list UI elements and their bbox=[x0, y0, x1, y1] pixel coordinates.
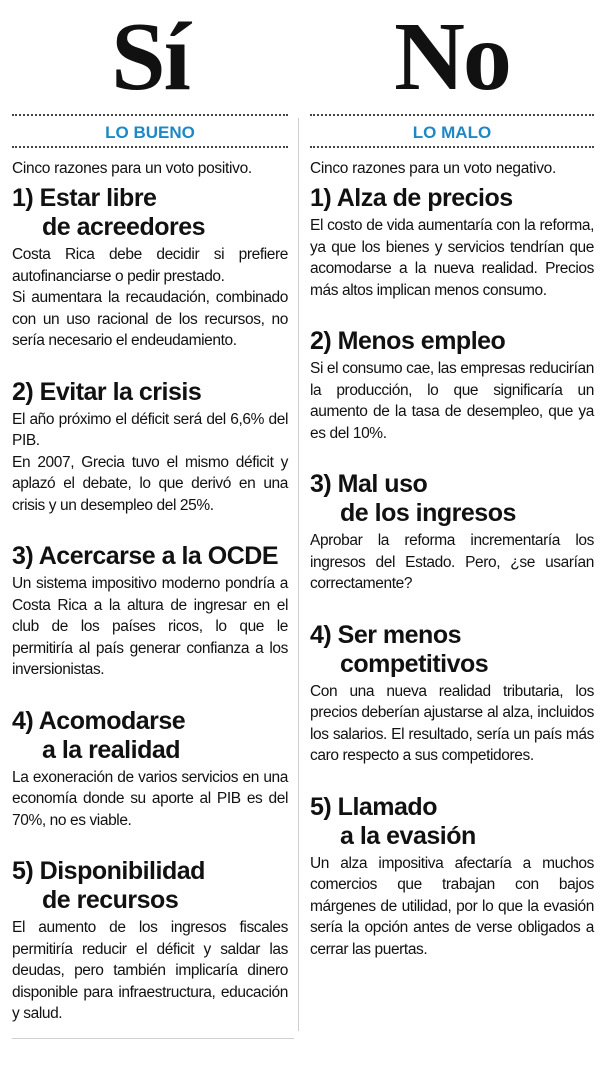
reason-heading bbox=[12, 857, 288, 915]
dotted-rule bbox=[310, 146, 594, 148]
reason-heading-line1: 1) Alza de precios bbox=[310, 184, 513, 212]
no-reason-1 bbox=[310, 184, 594, 301]
reason-heading bbox=[310, 327, 594, 356]
yes-intro: Cinco razones para un voto positivo. bbox=[12, 160, 252, 177]
dotted-rule bbox=[12, 114, 288, 116]
reason-text: El costo de vida aumentaría con la reforma, ya que los bienes y servicios tendrían que acomodarse a la nueva realidad. Precios más altos implican menos consumo. bbox=[310, 217, 594, 299]
reason-heading-line2: competitivos bbox=[340, 649, 489, 678]
no-reason-3 bbox=[310, 470, 594, 595]
reason-heading-line2: de los ingresos bbox=[340, 499, 516, 527]
reason-heading-line1: 5) Disponibilidad bbox=[12, 857, 205, 885]
column-divider bbox=[298, 118, 299, 1031]
yes-reason-4 bbox=[12, 707, 288, 832]
reason-text: Un sistema impositivo moderno pondría a Costa Rica a la altura de ingresar en el club de los países ricos, lo que le permitiría al país generar confianza a los inversionistas. bbox=[12, 575, 288, 678]
reason-text: La exoneración de varios servicios en una economía donde su aporte al PIB es del 70%, no es viable. bbox=[12, 768, 288, 829]
reason-heading-line1: 4) Ser menos bbox=[310, 620, 462, 649]
reason-text: El año próximo el déficit será del 6,6% del PIB. bbox=[12, 410, 288, 449]
reason-heading bbox=[310, 621, 594, 679]
reason-text: Si aumentara la recaudación, combinado con un uso racional de los recursos, no sería necesario el endeudamiento. bbox=[12, 289, 288, 349]
reason-heading-line1: 3) Acercarse a la OCDE bbox=[12, 542, 279, 570]
reason-heading bbox=[12, 542, 288, 571]
reason-text: El aumento de los ingresos fiscales permitiría reducir el déficit y saldar las deudas, pero también implicaría dinero disponible para infraestructura, educación y salud. bbox=[12, 919, 288, 1022]
dotted-rule bbox=[310, 114, 594, 116]
column-yes bbox=[12, 0, 288, 1051]
reason-heading-line1: 5) Llamado bbox=[310, 792, 437, 821]
reason-text: Un alza impositiva afectaría a muchos comercios que trabajan con bajos márgenes de utilidad, por lo que la evasión sería la opción antes de verse obligados a cerrar las puertas. bbox=[310, 854, 594, 958]
reason-heading bbox=[12, 378, 288, 407]
reason-heading-line1: 1) Estar libre bbox=[12, 184, 157, 212]
no-title: No bbox=[394, 3, 510, 111]
reason-heading-line2: a la realidad bbox=[42, 735, 181, 764]
reason-heading-line2: de acreedores bbox=[42, 213, 206, 241]
reason-heading bbox=[310, 184, 594, 213]
yes-reason-5 bbox=[12, 857, 288, 1025]
reason-heading bbox=[12, 707, 288, 765]
reason-heading-line1: 2) Menos empleo bbox=[310, 327, 506, 355]
yes-section-label: LO BUENO bbox=[105, 123, 195, 142]
reason-heading bbox=[12, 184, 288, 242]
no-section-label: LO MALO bbox=[412, 123, 492, 142]
reason-text: Con una nueva realidad tributaria, los precios deberían ajustarse al alza, incluidos los salarios. El resultado, sería un país más caro respecto a sus competidores. bbox=[310, 682, 594, 764]
no-reason-4 bbox=[310, 621, 594, 767]
yes-reason-3 bbox=[12, 542, 288, 681]
no-reason-5 bbox=[310, 793, 594, 961]
reason-text: Si el consumo cae, las empresas reducirían la producción, lo que significaría un aumento de la tasa de desempleo, que ya es del 10%. bbox=[310, 360, 594, 442]
yes-reason-2 bbox=[12, 378, 288, 517]
reason-heading bbox=[310, 793, 594, 851]
reason-heading-line2: de recursos bbox=[42, 886, 179, 914]
reason-heading-line2: a la evasión bbox=[340, 821, 476, 850]
reason-text: En 2007, Grecia tuvo el mismo déficit y aplazó el debate, lo que derivó en una crisis y un desempleo del 25%. bbox=[12, 453, 288, 514]
reason-text: Aprobar la reforma incrementaría los ingresos del Estado. Pero, ¿se usarían correctamente? bbox=[310, 532, 594, 592]
reason-heading-line1: 3) Mal uso bbox=[310, 470, 428, 498]
reason-heading-line1: 2) Evitar la crisis bbox=[12, 377, 202, 406]
yes-reason-1 bbox=[12, 184, 288, 352]
no-intro: Cinco razones para un voto negativo. bbox=[310, 160, 556, 177]
dotted-rule bbox=[12, 146, 288, 148]
reason-text: Costa Rica debe decidir si prefiere autofinanciarse o pedir prestado. bbox=[12, 246, 288, 285]
no-reason-2 bbox=[310, 327, 594, 444]
yes-title: Sí bbox=[111, 3, 189, 111]
reason-heading-line1: 4) Acomodarse bbox=[12, 706, 186, 735]
reason-heading bbox=[310, 470, 594, 528]
column-no bbox=[310, 0, 594, 986]
